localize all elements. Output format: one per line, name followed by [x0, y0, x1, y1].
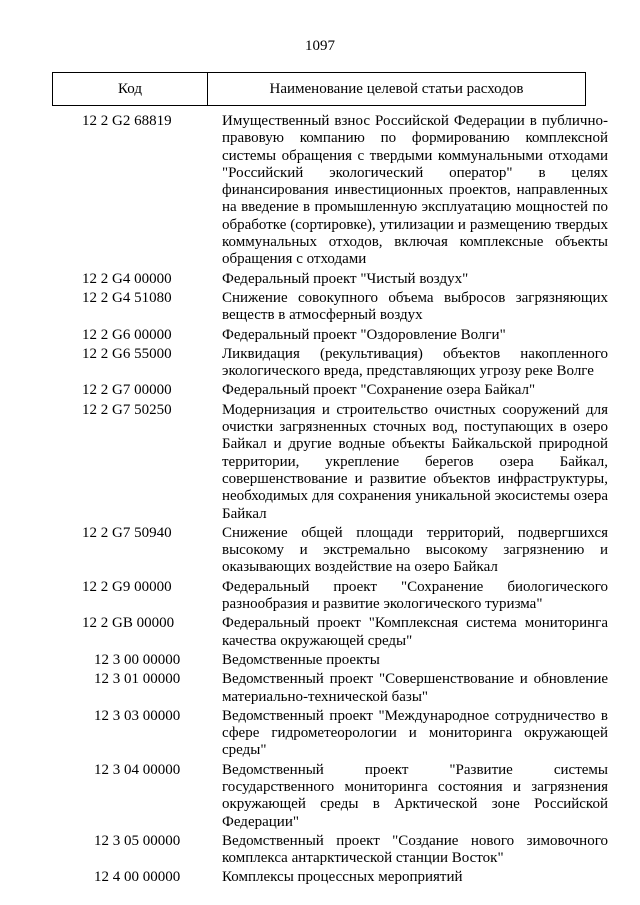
header-code: Код — [53, 73, 208, 105]
row-name: Ведомственный проект "Создание нового зимовочного комплекса антарктической станции Восток" — [222, 832, 608, 867]
row-name: Имущественный взнос Российской Федерации в публично-правовую компанию по формированию комплексной системы обращения с твердыми коммунальными отходами "Российский экологический оператор" в целях финансирования инвестиционных проектов, направленных на введение в промышленную эксплуатацию мощностей по обработке (сортировке), утилизации и размещению твердых коммунальных отходов, включая комплексные объекты обращения с отходами — [222, 113, 608, 268]
row-code: 12 2 G6 00000 — [82, 326, 172, 343]
table-row — [0, 708, 640, 760]
row-code: 12 2 G4 51080 — [82, 289, 172, 306]
row-name: Ликвидация (рекультивация) объектов накопленного экологического вреда, представляющих угрозу реке Волге — [222, 345, 608, 380]
table-row — [0, 869, 640, 886]
row-code: 12 2 G7 00000 — [82, 382, 172, 399]
row-code: 12 2 G4 00000 — [82, 270, 172, 287]
table-row — [0, 290, 640, 325]
table-row — [0, 271, 640, 288]
row-code: 12 2 G9 00000 — [82, 578, 172, 595]
table-row — [0, 762, 640, 831]
row-code: 12 3 05 00000 — [94, 832, 181, 849]
table-row — [0, 402, 640, 523]
page-number: 1097 — [305, 38, 335, 54]
row-name: Федеральный проект "Сохранение биологического разнообразия и развитие экологического туризма" — [222, 578, 608, 613]
row-code: 12 2 G7 50250 — [82, 401, 172, 418]
table-row — [0, 615, 640, 650]
row-code: 12 3 01 00000 — [94, 671, 181, 688]
row-name: Федеральный проект "Оздоровление Волги" — [222, 326, 506, 343]
row-code: 12 3 03 00000 — [94, 707, 181, 724]
table-row — [0, 525, 640, 577]
row-name: Ведомственные проекты — [222, 651, 380, 668]
row-code: 12 4 00 00000 — [94, 869, 181, 886]
row-code: 12 2 GB 00000 — [82, 615, 175, 632]
table-row — [0, 113, 640, 269]
row-code: 12 2 G6 55000 — [82, 345, 172, 362]
table-row — [0, 579, 640, 614]
row-name: Снижение общей площади территорий, подвергшихся высокому и экстремально высокому загрязнению и оказывающих воздействие на озеро Байкал — [222, 524, 608, 576]
row-name: Федеральный проект "Комплексная система мониторинга качества окружающей среды" — [222, 615, 608, 649]
table-row — [0, 346, 640, 381]
row-name: Ведомственный проект "Совершенствование и обновление материально-технической базы" — [222, 671, 608, 705]
table-header — [52, 72, 586, 106]
table-row — [0, 327, 640, 344]
row-name: Снижение совокупного объема выбросов загрязняющих веществ в атмосферный воздух — [222, 289, 608, 324]
row-name: Ведомственный проект "Международное сотрудничество в сфере гидрометеорологии и мониторинга окружающей среды" — [222, 707, 608, 759]
table-row — [0, 833, 640, 868]
row-name: Федеральный проект "Сохранение озера Байкал" — [222, 382, 536, 399]
row-name: Модернизация и строительство очистных сооружений для очистки загрязненных сточных вод, поступающих в озеро Байкал и другие водные объекты Байкальской природной территории, укрепление берегов озера Байкал, совершенствование и развитие объектов инфраструктуры, необходимых для сохранения уникальной экосистемы озера Байкал — [222, 401, 608, 522]
row-name: Федеральный проект "Чистый воздух" — [222, 270, 469, 287]
row-name: Ведомственный проект "Развитие системы государственного мониторинга состояния и загрязнения окружающей среды в Арктической зоне Российской Федерации" — [222, 761, 608, 830]
table-row — [0, 382, 640, 399]
row-code: 12 2 G7 50940 — [82, 524, 172, 541]
table-row — [0, 671, 640, 706]
table-row — [0, 652, 640, 669]
header-name: Наименование целевой статьи расходов — [269, 80, 524, 97]
row-code: 12 3 04 00000 — [94, 761, 181, 778]
table-body — [0, 113, 640, 889]
row-name: Комплексы процессных мероприятий — [222, 869, 463, 886]
row-code: 12 2 G2 68819 — [82, 113, 172, 129]
row-code: 12 3 00 00000 — [94, 651, 181, 668]
